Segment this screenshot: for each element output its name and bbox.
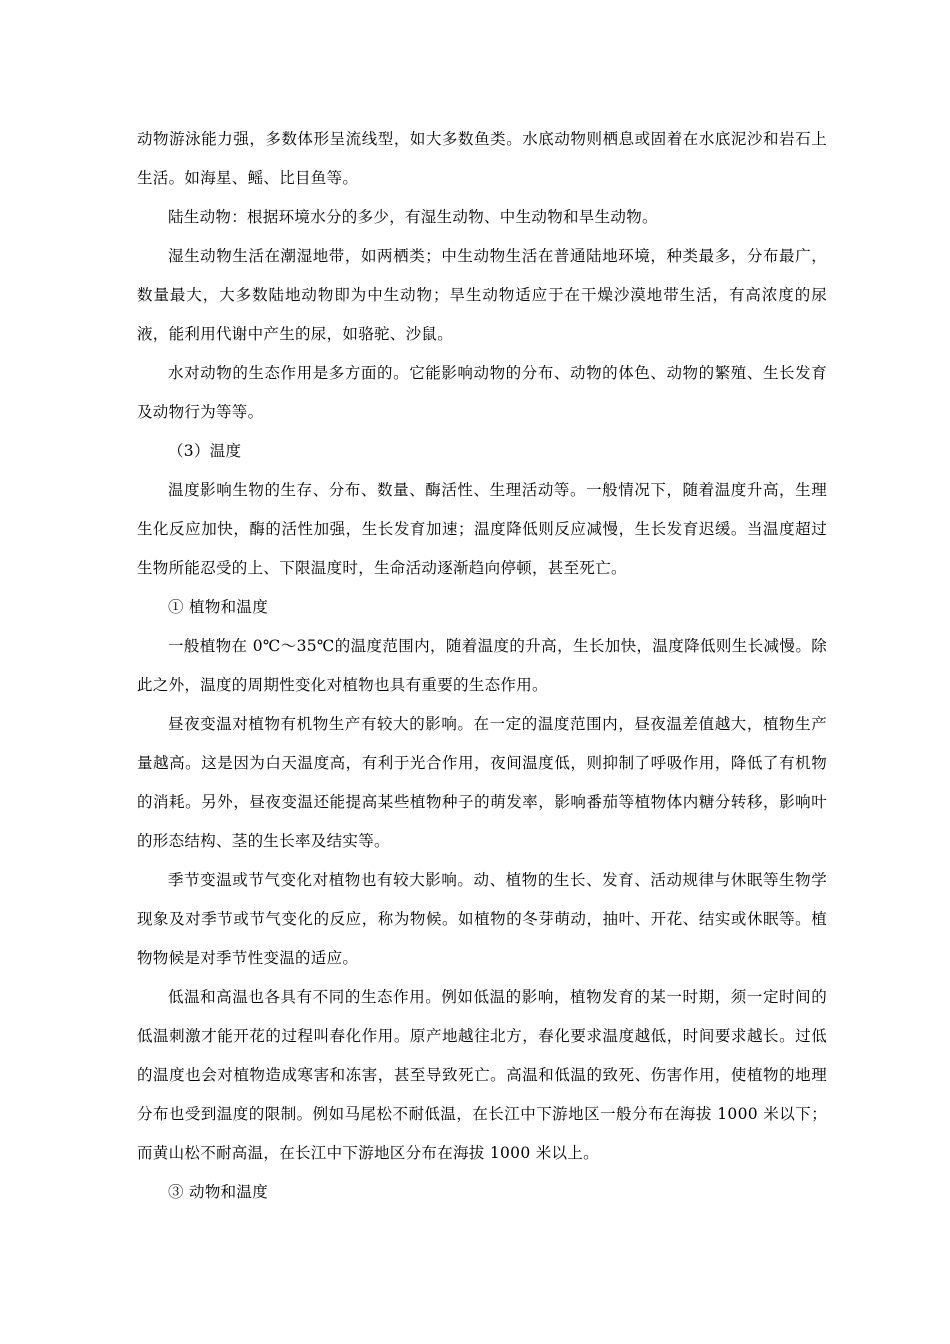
paragraph-diurnal-variation: 昼夜变温对植物有机物生产有较大的影响。在一定的温度范围内，昼夜温差值越大，植物生产量越高。这是因为白天温度高，有利于光合作用，夜间温度低，则抑制了呼吸作用，降低了有机物的消耗。另外，昼夜变温还能提高某些植物种子的萌发率，影响番茄等植物体内糖分转移，影响叶的形态结构、茎的生长率及结实等。	[137, 715, 827, 850]
paragraph-low-high-temperature: 低温和高温也各具有不同的生态作用。例如低温的影响，植物发育的某一时期，须一定时间的低温刺激才能开花的过程叫春化作用。原产地越往北方，春化要求温度越低，时间要求越长。过低的温度也会对植物造成寒害和冻害，甚至导致死亡。高温和低温的致死、伤害作用，使植物的地理分布也受到温度的限制。例如马尾松不耐低温，在长江中下游地区一般分布在海拔 1000 米以下；而黄山松不耐高温，在长江中下游地区分布在海拔 1000 米以上。	[137, 988, 827, 1162]
subheading-animals-and-temperature: ③ 动物和温度	[168, 1183, 269, 1201]
section-heading-temperature: （3）温度	[168, 442, 242, 460]
subheading-plants-and-temperature: ① 植物和温度	[168, 598, 269, 616]
document-body	[137, 120, 827, 1212]
paragraph-water-effects: 水对动物的生态作用是多方面的。它能影响动物的分布、动物的体色、动物的繁殖、生长发育及动物行为等等。	[137, 364, 827, 421]
paragraph-temperature-intro: 温度影响生物的生存、分布、数量、酶活性、生理活动等。一般情况下，随着温度升高，生理生化反应加快，酶的活性加强，生长发育加速；温度降低则反应减慢，生长发育迟缓。当温度超过生物所能忍受的上、下限温度时，生命活动逐渐趋向停顿，甚至死亡。	[137, 481, 827, 577]
paragraph-moisture-types: 湿生动物生活在潮湿地带，如两栖类；中生动物生活在普通陆地环境，种类最多，分布最广，数量最大，大多数陆地动物即为中生动物；旱生动物适应于在干燥沙漠地带生活，有高浓度的尿液，能利用代谢中产生的尿，如骆驼、沙鼠。	[137, 247, 827, 343]
paragraph-plant-growth-range: 一般植物在 0℃～35℃的温度范围内，随着温度的升高，生长加快，温度降低则生长减慢。除此之外，温度的周期性变化对植物也具有重要的生态作用。	[137, 637, 827, 694]
paragraph-land-animals: 陆生动物：根据环境水分的多少，有湿生动物、中生动物和旱生动物。	[168, 208, 658, 226]
paragraph-seasonal-variation: 季节变温或节气变化对植物也有较大影响。动、植物的生长、发育、活动规律与休眠等生物学现象及对季节或节气变化的反应，称为物候。如植物的冬芽萌动，抽叶、开花、结实或休眠等。植物物候是对季节性变温的适应。	[137, 871, 827, 967]
paragraph-aquatic-animals: 动物游泳能力强，多数体形呈流线型，如大多数鱼类。水底动物则栖息或固着在水底泥沙和岩石上生活。如海星、鳐、比目鱼等。	[137, 130, 827, 187]
